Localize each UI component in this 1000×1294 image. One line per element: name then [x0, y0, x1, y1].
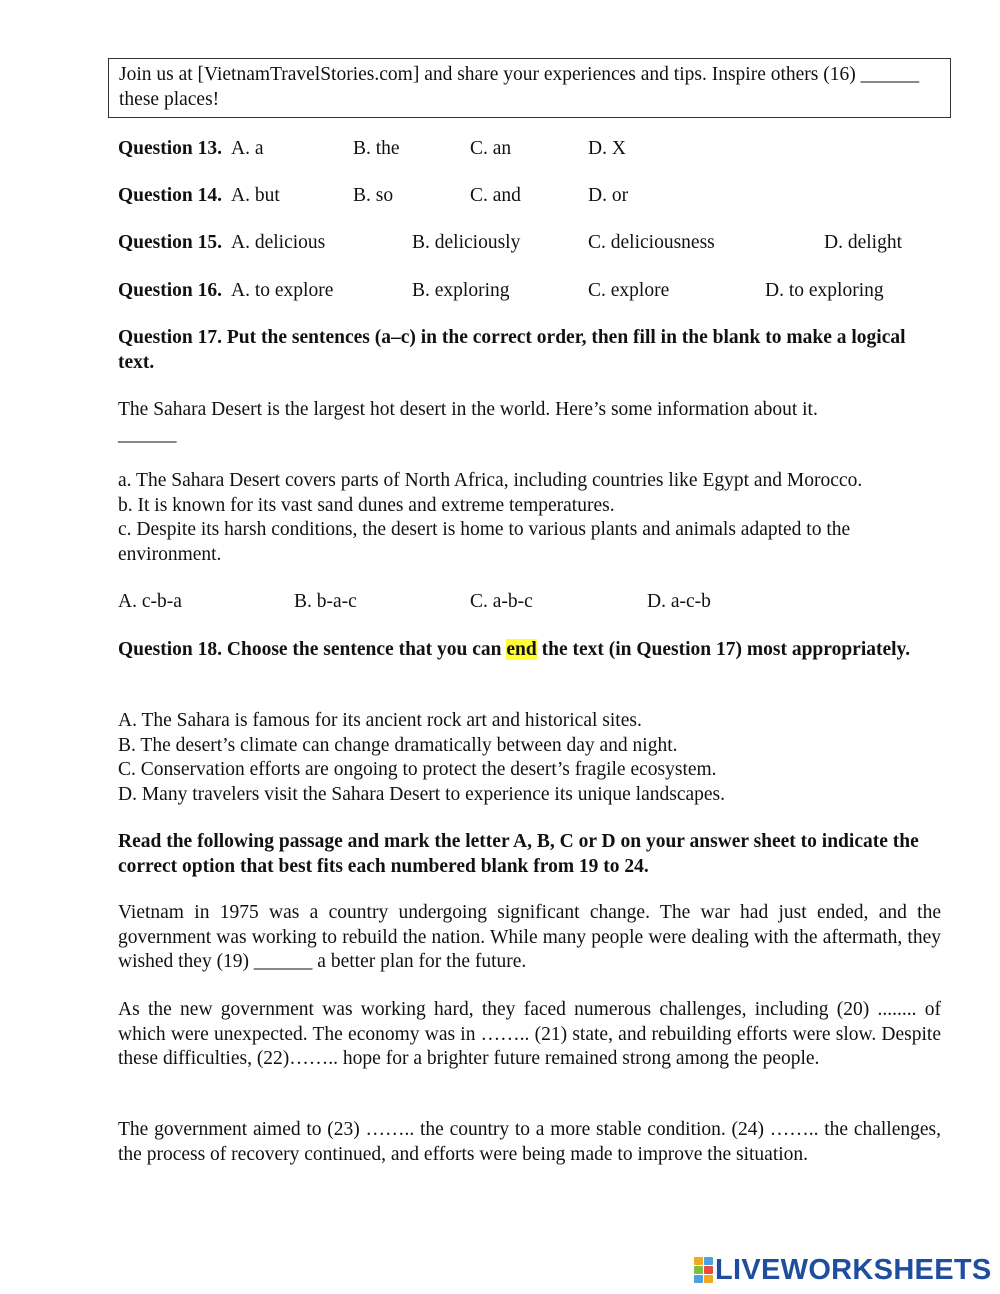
- option-c[interactable]: C. deliciousness: [588, 232, 715, 253]
- option-c[interactable]: C. and: [470, 185, 521, 206]
- option-a[interactable]: A. to explore: [231, 280, 334, 301]
- q18-prompt-end: the text (in Question 17) most appropriately.: [536, 639, 911, 660]
- question-label: Question 16.: [118, 280, 223, 301]
- question-label: Question 13.: [118, 138, 223, 159]
- option-d[interactable]: D. X: [588, 138, 626, 159]
- passage-paragraph-1: Vietnam in 1975 was a country undergoing significant change. The war had just ended, and the government was working to rebuild the nation. While many people were dealing with the aftermath, they wished they (19) ______ a better plan for the future.: [118, 902, 941, 972]
- option-d[interactable]: D. Many travelers visit the Sahara Desert to experience its unique landscapes.: [118, 783, 726, 805]
- passage-paragraph-2: As the new government was working hard, they faced numerous challenges, including (20) ........ of which were unexpected. The economy was in …….. (21) state, and rebuilding efforts were slow. Despite these difficulties, (22)…….. hope for a brighter future remained strong among the people.: [118, 999, 941, 1069]
- option-a[interactable]: A. a: [231, 138, 264, 159]
- option-b[interactable]: B. exploring: [412, 280, 510, 301]
- passage-paragraph-3: The government aimed to (23) …….. the country to a more stable condition. (24) …….. the challenges, the process of recovery continued, and efforts were being made to improve the situation.: [118, 1119, 941, 1165]
- q17-sentence-b: b. It is known for its vast sand dunes and extreme temperatures.: [118, 494, 615, 516]
- option-a[interactable]: A. The Sahara is famous for its ancient rock art and historical sites.: [118, 710, 642, 731]
- liveworksheets-logo-icon: [694, 1257, 713, 1283]
- question-13: [118, 137, 941, 162]
- question-15: [118, 231, 941, 256]
- q17-prompt: Question 17. Put the sentences (a–c) in the correct order, then fill in the blank to make a logical text.: [118, 327, 906, 373]
- passage-instruction: Read the following passage and mark the letter A, B, C or D on your answer sheet to indicate the correct option that best fits each numbered blank from 19 to 24.: [118, 831, 919, 877]
- option-d[interactable]: D. or: [588, 185, 629, 206]
- q17-sentence-c: c. Despite its harsh conditions, the desert is home to various plants and animals adapted to the environment.: [118, 519, 851, 565]
- option-d[interactable]: D. a-c-b: [647, 591, 711, 612]
- q18-options: [118, 709, 941, 807]
- option-a[interactable]: A. delicious: [231, 232, 326, 253]
- option-d[interactable]: D. to exploring: [765, 280, 884, 301]
- option-b[interactable]: B. The desert’s climate can change dramatically between day and night.: [118, 734, 678, 756]
- q17-intro: [118, 398, 941, 447]
- q17-sentences: [118, 469, 941, 567]
- option-c[interactable]: C. Conservation efforts are ongoing to protect the desert’s fragile ecosystem.: [118, 759, 717, 780]
- option-d[interactable]: D. delight: [824, 232, 902, 253]
- option-b[interactable]: B. so: [353, 185, 394, 206]
- option-c[interactable]: C. a-b-c: [470, 591, 533, 612]
- q18-prompt: [118, 638, 941, 663]
- intro-box: [108, 58, 951, 118]
- q18-highlight-word: end: [506, 639, 537, 660]
- intro-box-text: Join us at [VietnamTravelStories.com] and share your experiences and tips. Inspire others (16) ______ these places!: [119, 64, 920, 110]
- question-16: [118, 279, 941, 304]
- q17-intro-text: The Sahara Desert is the largest hot desert in the world. Here’s some information about it.: [118, 399, 818, 420]
- option-c[interactable]: C. explore: [588, 280, 670, 301]
- option-b[interactable]: B. the: [353, 138, 400, 159]
- q18-prompt-start: Question 18. Choose the sentence that you can: [118, 639, 507, 660]
- liveworksheets-logo-text: LIVEWORKSHEETS: [715, 1254, 992, 1286]
- option-b[interactable]: B. b-a-c: [294, 591, 357, 612]
- option-a[interactable]: A. but: [231, 185, 280, 206]
- option-c[interactable]: C. an: [470, 138, 512, 159]
- question-14: [118, 184, 941, 209]
- q17-blank: ______: [118, 423, 177, 445]
- question-label: Question 15.: [118, 232, 223, 253]
- liveworksheets-logo: [694, 1255, 992, 1285]
- q17-options: [118, 590, 941, 615]
- option-b[interactable]: B. deliciously: [412, 232, 521, 253]
- option-a[interactable]: A. c-b-a: [118, 591, 182, 612]
- q17-sentence-a: a. The Sahara Desert covers parts of North Africa, including countries like Egypt and Morocco.: [118, 470, 863, 491]
- question-label: Question 14.: [118, 185, 223, 206]
